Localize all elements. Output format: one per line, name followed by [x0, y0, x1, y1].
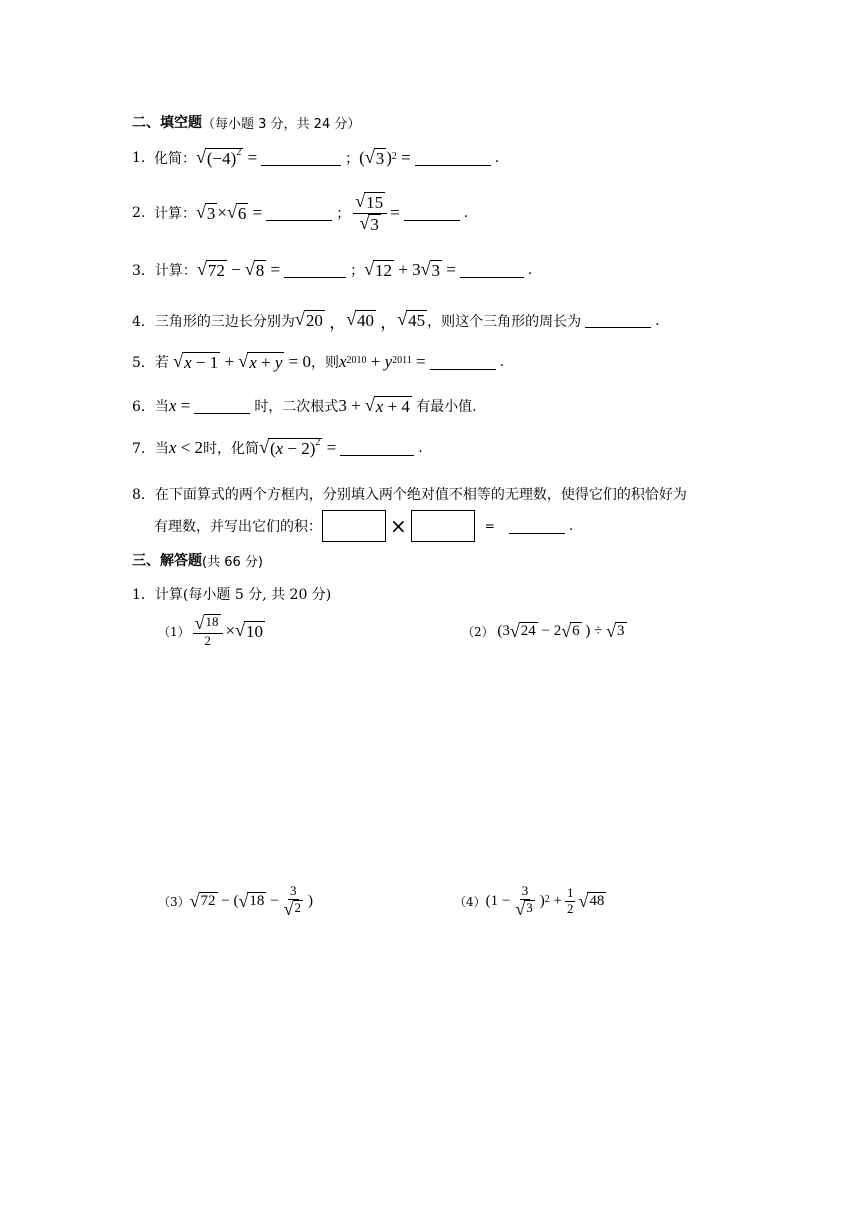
period: .: [499, 354, 505, 371]
section-3-title: 三、解答题: [132, 553, 202, 569]
subproblem-number: （2）: [462, 624, 494, 639]
section-3-note: (共 66 分): [202, 554, 263, 570]
equals-sign: =: [484, 519, 495, 533]
question-text: 时，化简: [203, 441, 260, 458]
question-8-line-1: [132, 484, 687, 504]
answer-blank[interactable]: [194, 399, 250, 414]
question-text: 有理数，并写出它们的积：: [154, 519, 322, 535]
question-number: 6．: [132, 399, 155, 416]
times-sign: ×: [390, 514, 407, 538]
question-label: 若: [154, 355, 169, 372]
question-label: 化简：: [154, 151, 196, 168]
question-number: 3．: [132, 263, 155, 280]
section-2-title: 二、填空题: [132, 115, 202, 131]
expr-sqrt-x-minus-2-squared: √ $(x - 2)^2$ =: [259, 437, 337, 458]
question-label: 计算：: [154, 263, 197, 280]
question-text: 时，二次根式: [254, 399, 339, 416]
period: .: [418, 440, 423, 457]
expr-power-sum: x 2010 + y 2011 =: [338, 352, 426, 372]
expr-3-plus-sqrt: 3 + √ x + 4: [338, 395, 410, 416]
question-text: 计算(每小题 5 分, 共 20 分): [154, 587, 332, 603]
question-7: [132, 438, 423, 459]
question-number: 8．: [132, 487, 155, 503]
question-4: [132, 308, 660, 333]
period: .: [494, 150, 500, 167]
subproblem-number: （1）: [158, 624, 190, 639]
answer-blank[interactable]: [266, 206, 332, 221]
answer-blank[interactable]: [404, 206, 460, 221]
answer-box-2[interactable]: [411, 510, 475, 542]
expr-triangle-sides: √ 20 ， √ 40 ， √ 45: [294, 309, 426, 332]
period: .: [527, 262, 533, 279]
answer-blank[interactable]: [340, 441, 414, 456]
period: .: [655, 312, 660, 329]
problem-1: [132, 584, 331, 604]
subproblem-number: （4）: [454, 894, 486, 909]
question-text: ，则这个三角形的周长为: [427, 313, 582, 330]
answer-blank[interactable]: [509, 519, 565, 534]
answer-blank[interactable]: [460, 263, 524, 278]
expr-sqrt12-plus-3sqrt3: √ 12 + 3 √ 3 =: [364, 259, 456, 280]
expr-sqrt-neg4-squared: √ $(-4)^2$ =: [196, 147, 258, 168]
subproblem-4: [454, 884, 606, 919]
answer-box-1[interactable]: [322, 510, 386, 542]
question-number: 7．: [132, 441, 155, 458]
answer-blank[interactable]: [415, 151, 491, 166]
question-number: 5．: [132, 355, 155, 372]
question-number: 4．: [132, 313, 155, 330]
expr-x-lt-2: x < 2: [168, 438, 204, 458]
expr-condition: √ x − 1 + √ x + y = 0: [173, 351, 311, 372]
subproblem-3: [158, 884, 313, 919]
subproblem-number: （3）: [158, 894, 190, 909]
question-3: 3． 计算： √ 72 − √ 8 = ； √ 12 + 3 √ 3 = .: [132, 259, 533, 280]
expr-sqrt72-minus-paren: √ 72 − ( √ 18 − 3 √ 2 ): [189, 883, 313, 919]
question-8-line-2: [154, 510, 573, 542]
expr-sqrt18-over-2-times-sqrt10: √ 18 2 × √ 10: [194, 613, 264, 648]
question-5: [132, 352, 504, 373]
question-2: 2. 计算： √ 3 × √ 6 = ； √ 15 √ 3 = .: [132, 191, 469, 234]
answer-blank[interactable]: [585, 313, 651, 328]
period: .: [463, 205, 469, 222]
section-2-note: （每小题 3 分，共 24 分）: [202, 116, 361, 132]
expr-sqrt72-minus-sqrt8: √ 72 − √ 8 =: [196, 259, 281, 280]
period: .: [568, 518, 574, 534]
question-number: 2.: [132, 205, 146, 222]
subproblem-2: [462, 622, 627, 640]
question-label: 计算：: [154, 206, 196, 223]
question-text: 三角形的三边长分别为: [154, 313, 295, 330]
expr-3sqrt24-minus-2sqrt6-div-sqrt3: (3 √ 24 − 2 √ 6 ) ÷ √ 3: [493, 621, 625, 641]
question-number: 1.: [132, 150, 146, 167]
section-3-heading: [132, 550, 263, 570]
question-text: 在下面算式的两个方框内，分别填入两个绝对值不相等的无理数，使得它们的积恰好为: [154, 487, 687, 503]
question-1: 1. 化简： √ $(-4)^2$ = ； ( √ 3 ) 2 = .: [132, 147, 500, 168]
answer-blank[interactable]: [261, 151, 341, 166]
question-text: ，则: [310, 355, 339, 372]
question-label: 当: [154, 441, 169, 458]
subproblem-1: [158, 614, 265, 649]
expr-sqrt3-squared: ( √ 3 ) 2 =: [359, 147, 411, 168]
question-number: 1．: [132, 587, 155, 603]
answer-blank[interactable]: [430, 355, 496, 370]
question-6: [132, 396, 477, 417]
expr-sqrt3-times-sqrt6: √ 3 × √ 6 =: [196, 201, 263, 223]
question-text: 有最小值.: [416, 399, 477, 416]
question-label: 当: [154, 399, 169, 416]
expr-x-eq: x =: [168, 396, 191, 416]
section-2-heading: [132, 112, 360, 132]
expr-sqrt15-over-sqrt3: √ 15 √ 3 =: [355, 191, 400, 234]
expr-1-minus-3-over-sqrt3-squared-plus-half-sqrt48: (1 − 3 √ 3 ) 2 + $\frac{1}{2}$ √ 48: [485, 883, 605, 919]
answer-blank[interactable]: [284, 263, 346, 278]
